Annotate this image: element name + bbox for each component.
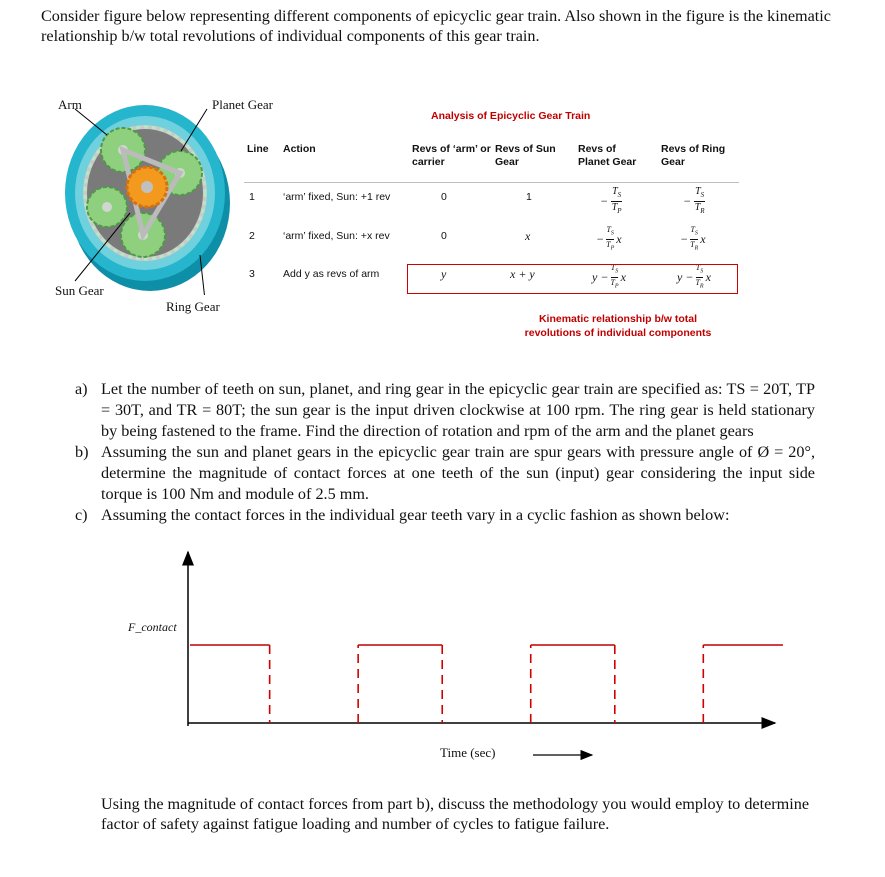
header-arm: Revs of ‘arm’ or carrier — [412, 143, 491, 168]
row2-ring: − $\frac{T_S}{T_R}$ x — [680, 225, 706, 252]
row1-action: ‘arm’ fixed, Sun: +1 rev — [283, 191, 391, 203]
row2-line: 2 — [249, 230, 255, 242]
closing-paragraph: Using the magnitude of contact forces from part b), discuss the methodology you would employ to determine factor of safety against fatigue loading and number of cycles to fatigue failure. — [101, 795, 810, 833]
force-square-wave — [190, 645, 783, 723]
row3-planet: y − $\frac{T_S}{T_P}$ x — [592, 263, 626, 290]
contact-force-chart — [120, 548, 790, 768]
row3-line: 3 — [249, 268, 255, 280]
question-a — [75, 379, 815, 442]
question-text: Assuming the contact forces in the individual gear teeth vary in a cyclic fashion as shown below: — [101, 506, 730, 524]
y-axis-label: F_contact — [128, 620, 177, 634]
header-ring: Revs of Ring Gear — [661, 143, 726, 168]
header-line: Line — [247, 143, 269, 155]
row3-sun: x + y — [510, 267, 535, 281]
table-header-divider — [244, 182, 739, 183]
label-sun-gear: Sun Gear — [55, 283, 104, 298]
epicyclic-gear-illustration — [55, 95, 235, 295]
intro-paragraph: Consider figure below representing different components of epicyclic gear train. Also shown in the figure is the kinematic relationship b/w total revolutions of individual components of this gear train. — [41, 7, 831, 45]
kinematic-highlight-box — [407, 264, 738, 294]
question-b — [75, 442, 815, 505]
label-arm: Arm — [58, 97, 82, 112]
x-axis-label: Time (sec) — [440, 745, 496, 760]
question-text: Assuming the sun and planet gears in the epicyclic gear train are spur gears with pressure angle of Ø = 20°, determine the magnitude of contact forces at one teeth of the sun (input) gear considering the input side torque is 100 Nm and module of 2.5 mm. — [101, 443, 815, 503]
row1-sun: 1 — [526, 191, 532, 203]
header-planet: Revs of Planet Gear — [578, 143, 637, 168]
question-marker: b) — [75, 443, 89, 461]
question-marker: a) — [75, 380, 88, 398]
row1-ring: − $\frac{T_S}{T_R}$ — [683, 186, 705, 215]
label-ring-gear: Ring Gear — [166, 299, 220, 314]
row1-line: 1 — [249, 191, 255, 203]
row1-arm: 0 — [441, 191, 447, 203]
kinematic-caption: Kinematic relationship b/w total revolutions of individual components — [524, 313, 712, 339]
row3-action: Add y as revs of arm — [283, 268, 380, 280]
row3-arm: y — [441, 267, 447, 281]
question-c — [75, 505, 815, 526]
row2-planet: − $\frac{T_S}{T_P}$ x — [596, 225, 622, 252]
question-marker: c) — [75, 506, 88, 524]
row2-action: ‘arm’ fixed, Sun: +x rev — [283, 230, 390, 242]
row1-planet: − $\frac{T_S}{T_P}$ — [600, 186, 622, 215]
row3-ring: y − $\frac{T_S}{T_R}$ x — [677, 263, 711, 290]
table-title: Analysis of Epicyclic Gear Train — [431, 110, 591, 122]
row2-sun: x — [525, 229, 531, 243]
header-action: Action — [283, 143, 316, 155]
header-sun: Revs of Sun Gear — [495, 143, 556, 168]
question-list — [75, 379, 815, 526]
label-planet-gear: Planet Gear — [212, 97, 274, 112]
row2-arm: 0 — [441, 230, 447, 242]
question-text: Let the number of teeth on sun, planet, and ring gear in the epicyclic gear train are specified as: TS = 20T, TP = 30T, and TR = 80T; the sun gear is the input driven clockwise at 100 rpm. The ring gear is held stationary by being fastened to the frame. Find the direction of rotation and rpm of the arm and the planet gears — [101, 380, 815, 440]
